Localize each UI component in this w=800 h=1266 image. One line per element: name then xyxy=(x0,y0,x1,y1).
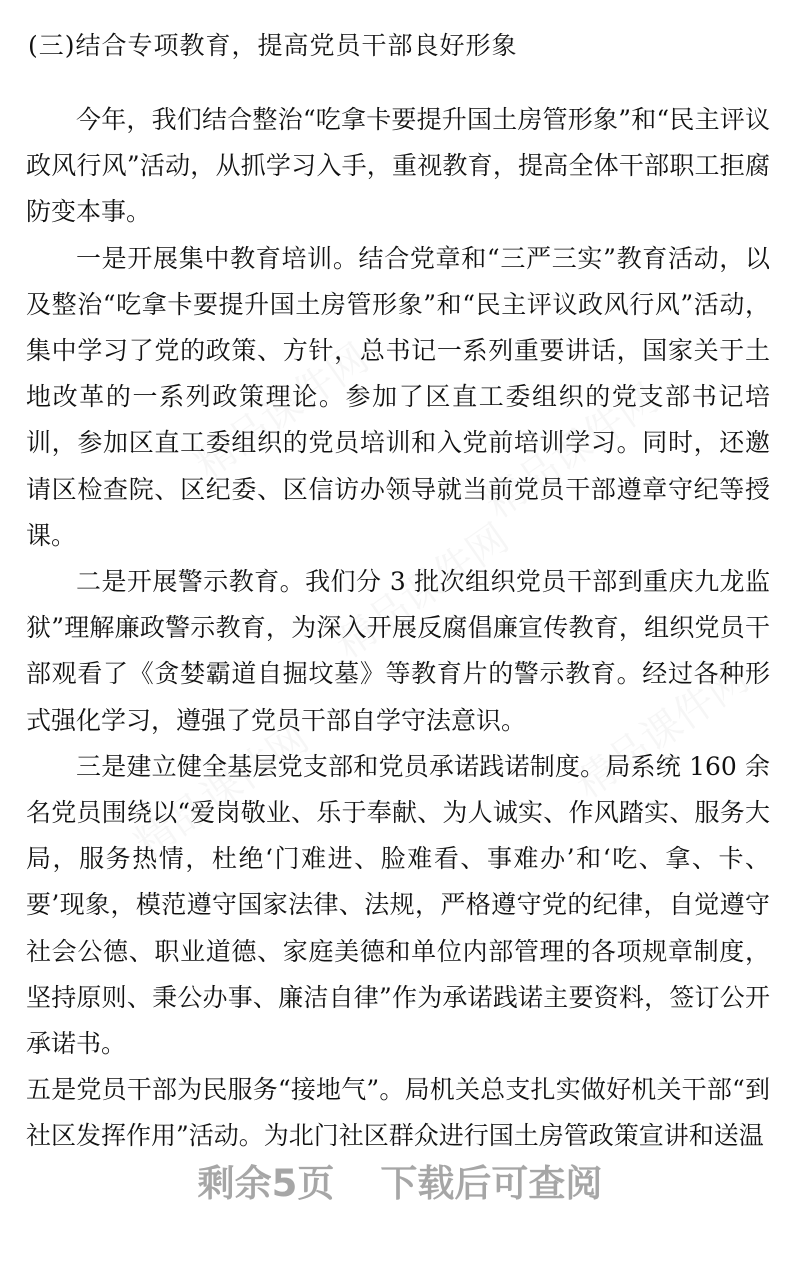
paragraph-intro: 今年，我们结合整治“吃拿卡要提升国土房管形象”和“民主评议政风行风”活动，从抓学习入手，重视教育，提高全体干部职工拒腐防变本事。 xyxy=(26,105,770,227)
watermark: 精品课件网 xyxy=(126,715,318,868)
paragraph-commitment-system: 三是建立健全基层党支部和党员承诺践诺制度。局系统 160 余名党员围绕以“爱岗敬业、乐于奉献、为人诚实、作风踏实、服务大局，服务热情，杜绝‘门难进、脸难看、事难办’和‘吃、拿、卡、要’现象，模范遵守国家法律、法规，严格遵守党的纪律，自觉遵守社会公德、职业道德、家庭美德和单位内部管理的各项规章制度，坚持原则、秉公办事、廉洁自律”作为承诺践诺主要资料，签订公开承诺书。 xyxy=(26,751,770,1059)
document-body xyxy=(26,97,770,1160)
watermark: 精品课件网 xyxy=(186,335,378,488)
paragraph-training: 一是开展集中教育培训。结合党章和“三严三实”教育活动，以及整治“吃拿卡要提升国土房管形象”和“民主评议政风行风”活动，集中学习了党的政策、方针，总书记一系列重要讲话，国家关于土地改革的一系列政策理论。参加了区直工委组织的党支部书记培训，参加区直工委组织的党员培训和入党前培训学习。同时，还邀请区检查院、区纪委、区信访办领导就当前党员干部遵章守纪等授课。 xyxy=(26,243,770,550)
download-to-view-text: 下载后可查阅 xyxy=(380,1162,603,1205)
section-heading: (三)结合专项教育，提高党员干部良好形象 xyxy=(28,31,518,60)
watermark: 精品课件网 xyxy=(566,655,758,808)
paragraph-warning-education: 二是开展警示教育。我们分 3 批次组织党员干部到重庆九龙监狱”理解廉政警示教育，为深入开展反腐倡廉宣传教育，组织党员干部观看了《贪婪霸道自掘坟墓》等教育片的警示教育。经过各种形式强化学习，遵强了党员干部自学守法意识。 xyxy=(26,567,770,735)
paragraph-service: 五是党员干部为民服务“接地气”。局机关总支扎实做好机关干部“到社区发挥作用”活动。为北门社区群众进行国土房管政策宣讲和送温 xyxy=(26,1075,770,1151)
watermark: 精品课件网 xyxy=(476,375,668,528)
remaining-pages-banner[interactable] xyxy=(0,1160,800,1208)
remaining-pages-text: 剩余5页 xyxy=(197,1162,335,1205)
watermark: 精品课件网 xyxy=(326,515,518,668)
